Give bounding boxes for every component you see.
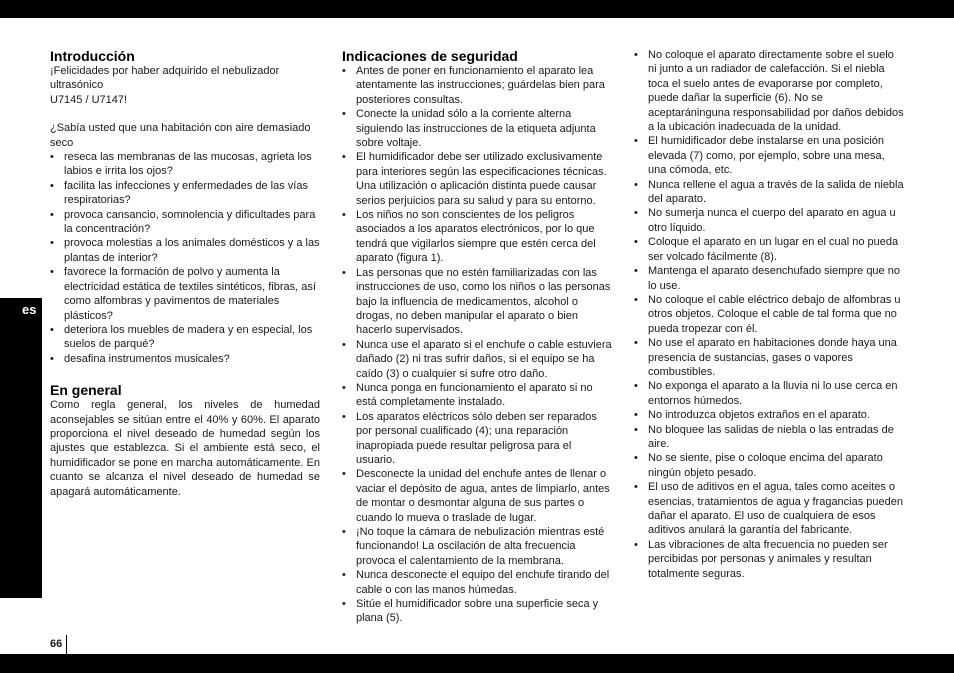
list-item: • provoca molestias a los animales domésticos y a las plantas de interior? xyxy=(50,236,320,265)
list-item: • Los aparatos eléctricos sólo deben ser reparados por personal cualificado (4); una reparación inapropiada puede resultar peligrosa para el usuario. xyxy=(342,410,612,468)
intro-line-2: U7145 / U7147! xyxy=(50,93,128,106)
general-paragraph: Como regla general, los niveles de humedad aconsejables se sitúan entre el 40% y 60%. El aparato proporciona el nivel deseado de humedad según los ajustes que establezca. Si el ambiente está seco, el humidificador se pone en marcha automáticamente. En cuanto se alcanza el nivel deseado de humedad se apagará automáticamente. xyxy=(50,399,320,498)
dry-air-effects-list xyxy=(50,150,320,366)
language-tab-label: es xyxy=(22,302,37,317)
list-item: • No exponga el aparato a la lluvia ni lo use cerca en entornos húmedos. xyxy=(634,379,904,408)
safety-list-continued xyxy=(634,48,904,581)
top-bar xyxy=(0,0,954,18)
list-item: • Nunca desconecte el equipo del enchufe tirando del cable o con las manos húmedas. xyxy=(342,568,612,597)
list-item: • facilita las infecciones y enfermedades de las vías respiratorias? xyxy=(50,179,320,208)
list-item: • reseca las membranas de las mucosas, agrieta los labios e irrita los ojos? xyxy=(50,150,320,179)
question-line: ¿Sabía usted que una habitación con aire demasiado seco xyxy=(50,122,311,149)
list-item: • El uso de aditivos en el agua, tales como aceites o esencias, tratamientos de agua y fragancias pueden dañar el aparato. El uso de cualquiera de esos aditivos anulará la garantía del fabricante. xyxy=(634,480,904,538)
column-3 xyxy=(634,48,904,581)
list-item: • Mantenga el aparato desenchufado siempre que no lo use. xyxy=(634,264,904,293)
page-number: 66 xyxy=(50,635,67,654)
list-item: • No introduzca objetos extraños en el aparato. xyxy=(634,408,904,422)
list-item: • El humidificador debe ser utilizado exclusivamente para interiores según las especificaciones técnicas. Una utilización o aplicación distinta puede causar serios perjuicios para su salud y para su entorno. xyxy=(342,150,612,208)
bottom-bar xyxy=(0,654,954,673)
safety-list xyxy=(342,64,612,626)
list-item: • No se siente, pise o coloque encima del aparato ningún objeto pesado. xyxy=(634,451,904,480)
list-item: • No coloque el cable eléctrico debajo de alfombras u otros objetos. Coloque el cable de tal forma que no pueda tropezar con él. xyxy=(634,293,904,336)
intro-heading: Introducción xyxy=(50,48,135,64)
list-item: • Sitúe el humidificador sobre una superficie seca y plana (5). xyxy=(342,597,612,626)
list-item: • Desconecte la unidad del enchufe antes de llenar o vaciar el depósito de agua, antes de limpiarlo, antes de montar o desmontar alguna de sus partes o cuando lo mueva o traslade de lugar. xyxy=(342,467,612,525)
spacer xyxy=(50,107,320,121)
language-tab xyxy=(0,298,42,598)
list-item: • Los niños no son conscientes de los peligros asociados a los aparatos electrónicos, por lo que tendrá que vigilarlos siempre que estén cerca del aparato (figura 1). xyxy=(342,208,612,266)
list-item: • Conecte la unidad sólo a la corriente alterna siguiendo las instrucciones de la etiqueta adjunta sobre voltaje. xyxy=(342,107,612,150)
list-item: • No use el aparato en habitaciones donde haya una presencia de sustancias, gases o vapores combustibles. xyxy=(634,336,904,379)
column-2 xyxy=(342,48,612,626)
list-item: • No coloque el aparato directamente sobre el suelo ni junto a un radiador de calefacción. Si el niebla toca el suelo antes de evaporarse por completo, puede dañar la superficie (6). No se aceptaráninguna responsabilidad por daños debidos a la ubicación inadecuada de la unidad. xyxy=(634,48,904,134)
list-item: • Nunca rellene el agua a través de la salida de niebla del aparato. xyxy=(634,178,904,207)
list-item: • Coloque el aparato en un lugar en el cual no pueda ser volcado fácilmente (8). xyxy=(634,235,904,264)
list-item: • Antes de poner en funcionamiento el aparato lea atentamente las instrucciones; guárdelas bien para posteriores consultas. xyxy=(342,64,612,107)
list-item: • favorece la formación de polvo y aumenta la electricidad estática de textiles sintéticos, fibras, así como alfombras y pavimentos de materiales plásticos? xyxy=(50,265,320,323)
list-item: • Las personas que no estén familiarizadas con las instrucciones de uso, como los niños o las personas bajo la influencia de medicamentos, alcohol o drogas, no deben manipular el aparato o bien hacerlo supervisados. xyxy=(342,266,612,338)
list-item: • El humidificador debe instalarse en una posición elevada (7) como, por ejemplo, sobre una mesa, una cómoda, etc. xyxy=(634,134,904,177)
list-item: • No bloquee las salidas de niebla o las entradas de aire. xyxy=(634,423,904,452)
list-item: • Nunca use el aparato si el enchufe o cable estuviera dañado (2) ni tras sufrir daños, si el equipo se ha caído (3) o cualquier si sufre otro daño. xyxy=(342,338,612,381)
list-item: • ¡No toque la cámara de nebulización mientras esté funcionando! La oscilación de alta frecuencia provoca el calentamiento de la membrana. xyxy=(342,525,612,568)
list-item: • Nunca ponga en funcionamiento el aparato si no está completamente instalado. xyxy=(342,381,612,410)
list-item: • provoca cansancio, somnolencia y dificultades para la concentración? xyxy=(50,208,320,237)
list-item: • desafina instrumentos musicales? xyxy=(50,352,320,366)
general-heading: En general xyxy=(50,382,122,399)
column-1 xyxy=(50,48,320,499)
list-item: • Las vibraciones de alta frecuencia no pueden ser percibidas por personas y animales y resultan totalmente seguras. xyxy=(634,538,904,581)
list-item: • deteriora los muebles de madera y en especial, los suelos de parqué? xyxy=(50,323,320,352)
intro-line-1: ¡Felicidades por haber adquirido el nebulizador ultrasónico xyxy=(50,65,280,92)
safety-heading: Indicaciones de seguridad xyxy=(342,48,518,64)
list-item: • No sumerja nunca el cuerpo del aparato en agua u otro líquido. xyxy=(634,206,904,235)
